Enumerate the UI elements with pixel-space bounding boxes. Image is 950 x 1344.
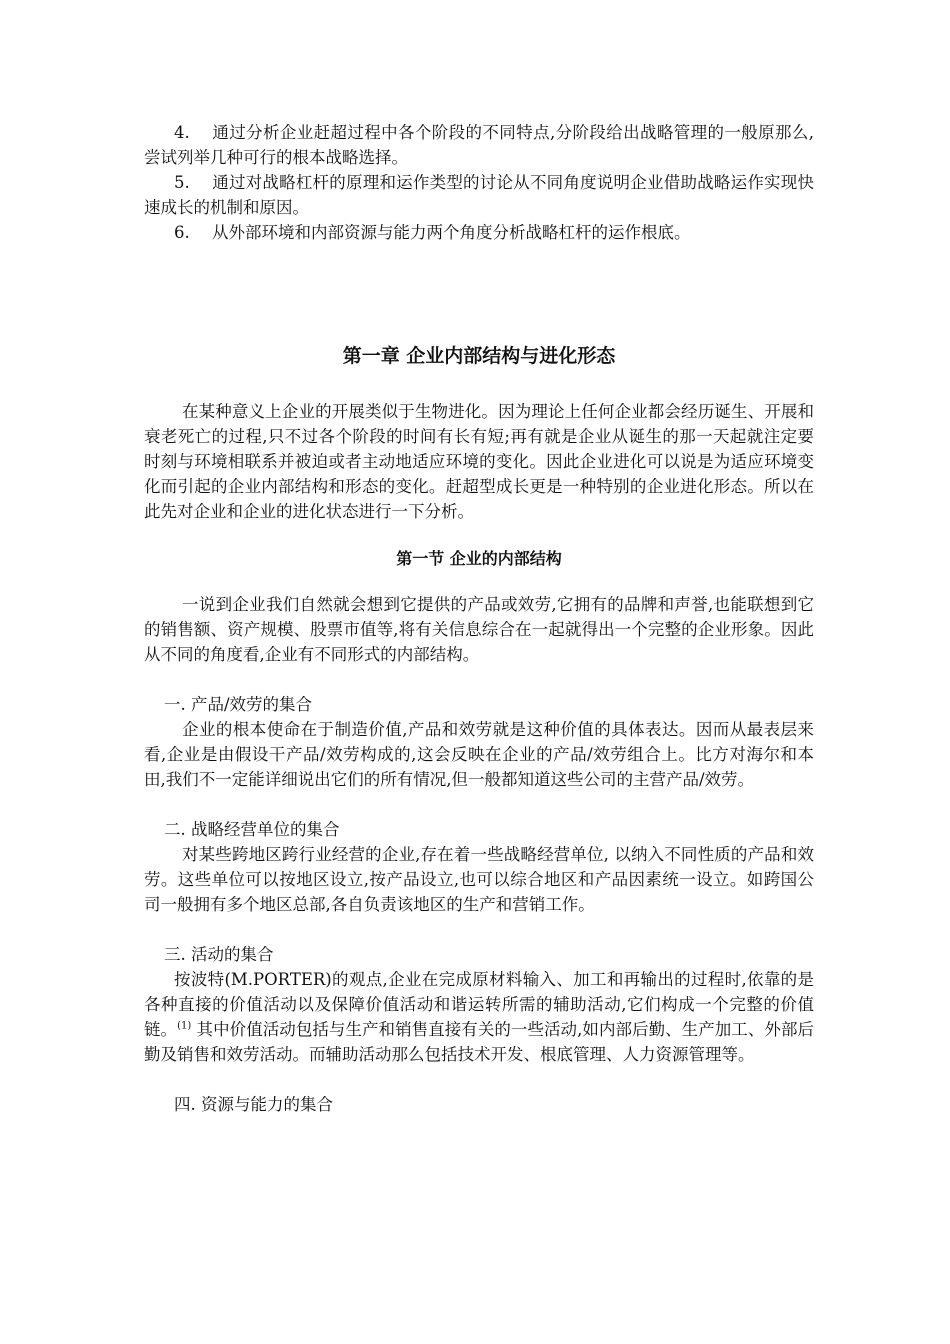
paragraph-text: 按波特(M.PORTER)的观点,企业在完成原材料输入、加工和再输出的过程时,依靠的是各种直接的价值活动以及保障价值活动和谐运转所需的辅助活动,它们构成一个完整的价值链。 <box>144 970 814 1039</box>
subsection-heading: 一. 产品/效劳的集合 <box>164 695 313 714</box>
question-list <box>144 120 814 245</box>
question-number: 4. <box>174 123 190 142</box>
question-item <box>144 220 814 245</box>
question-text: 通过分析企业赶超过程中各个阶段的不同特点,分阶段给出战略管理的一般原那么,尝试列举几种可行的根本战略选择。 <box>144 123 814 167</box>
section-intro-paragraph: 一说到企业我们自然就会想到它提供的产品或效劳,它拥有的品牌和声誉,也能联想到它的销售额、资产规模、股票市值等,将有关信息综合在一起就得出一个完整的企业形象。因此从不同的角度看,企业有不同形式的内部结构。 <box>144 595 814 664</box>
subsection-heading: 三. 活动的集合 <box>164 945 274 964</box>
chapter-title: 第一章 企业内部结构与进化形态 <box>342 345 616 367</box>
paragraph-text: 其中价值活动包括与生产和销售直接有关的一些活动,如内部后勤、生产加工、外部后勤及销售和效劳活动。而辅助活动那么包括技术开发、根底管理、人力资源管理等。 <box>144 1020 814 1064</box>
footnote-marker[interactable]: (1) <box>177 1020 192 1032</box>
question-text: 通过对战略杠杆的原理和运作类型的讨论从不同角度说明企业借助战略运作实现快速成长的机制和原因。 <box>144 173 814 217</box>
subsection-paragraph: 对某些跨地区跨行业经营的企业,存在着一些战略经营单位, 以纳入不同性质的产品和效劳。这些单位可以按地区设立,按产品设立,也可以综合地区和产品因素统一设立。如跨国公司一般拥有多个地区总部,各自负责该地区的生产和营销工作。 <box>144 845 814 914</box>
subsection-paragraph: 企业的根本使命在于制造价值,产品和效劳就是这种价值的具体表达。因而从最表层来看,企业是由假设干产品/效劳构成的,这会反映在企业的产品/效劳组合上。比方对海尔和本田,我们不一定能详细说出它们的所有情况,但一般都知道这些公司的主营产品/效劳。 <box>144 720 814 789</box>
chapter-intro-paragraph: 在某种意义上企业的开展类似于生物进化。因为理论上任何企业都会经历诞生、开展和衰老死亡的过程,只不过各个阶段的时间有长有短;再有就是企业从诞生的那一天起就注定要时刻与环境相联系并被迫或者主动地适应环境的变化。因此企业进化可以说是为适应环境变化而引起的企业内部结构和形态的变化。赶超型成长更是一种特别的企业进化形态。所以在此先对企业和企业的进化状态进行一下分析。 <box>144 402 814 521</box>
question-text: 从外部环境和内部资源与能力两个角度分析战略杠杆的运作根底。 <box>212 223 691 242</box>
question-number: 6. <box>174 223 190 242</box>
question-number: 5. <box>174 173 190 192</box>
subsection-heading: 二. 战略经营单位的集合 <box>164 820 340 839</box>
question-item <box>144 170 814 220</box>
subsection-heading: 四. 资源与能力的集合 <box>174 1095 333 1114</box>
subsection-paragraph <box>144 967 814 1067</box>
section-title: 第一节 企业的内部结构 <box>396 549 562 568</box>
document-page <box>144 120 814 1117</box>
question-item <box>144 120 814 170</box>
